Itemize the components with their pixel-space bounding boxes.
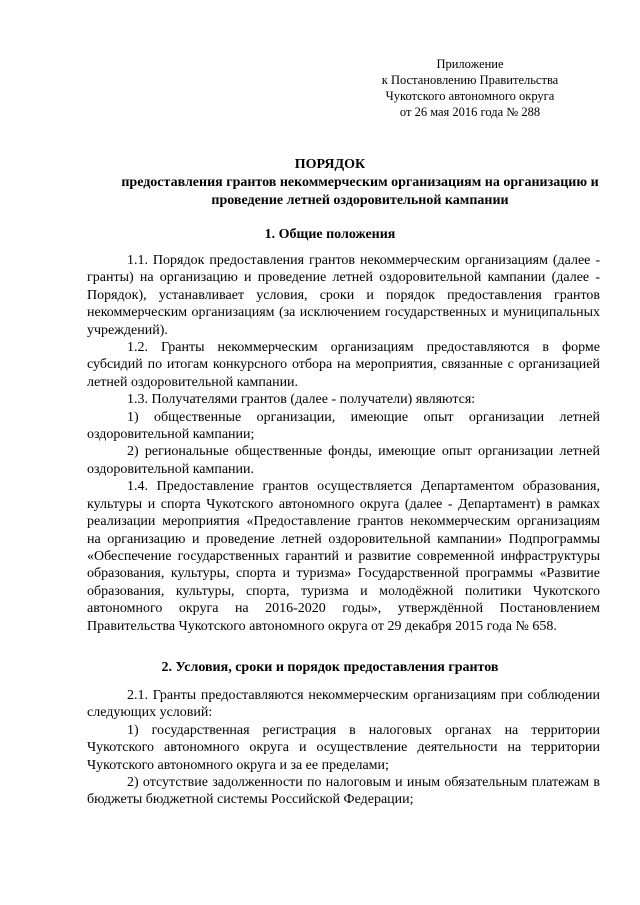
paragraph: 1.2. Гранты некоммерческим организациям предоставляются в форме субсидий по итогам конкурсного отбора на мероприятия, связанные с организацией летней оздоровительной кампании. bbox=[87, 340, 600, 390]
paragraph: 2) региональные общественные фонды, имеющие опыт организации летней оздоровительной кампании. bbox=[87, 444, 600, 477]
document-subtitle: предоставления грантов некоммерческим организациям на организацию и проведение летней оздоровительной кампании bbox=[121, 175, 599, 208]
document-title: ПОРЯДОК bbox=[294, 157, 366, 172]
paragraph: 1.4. Предоставление грантов осуществляется Департаментом образования, культуры и спорта Чукотского автономного округа (далее - Департамент) в рамках реализации мероприятия «Предоставление грантов некоммерческим организациям на организацию и проведение летней оздоровительной кампании» Подпрограммы «Обеспечение государственных гарантий и развитие современной инфраструктуры образования, культуры, спорта и туризма» Государственной программы «Развитие образования, культуры, спорта, туризма и молодёжной политики Чукотского автономного округа на 2016-2020 годы», утверждённой Постановлением Правительства Чукотского автономного округа от 29 декабря 2015 года № 658. bbox=[87, 479, 600, 634]
appendix-block bbox=[340, 56, 600, 120]
section-heading-general: 1. Общие положения bbox=[264, 227, 396, 242]
appendix-line: Чукотского автономного округа bbox=[385, 89, 555, 103]
section-body-general bbox=[87, 252, 600, 635]
appendix-line: Приложение bbox=[436, 57, 504, 71]
section-body-conditions bbox=[87, 687, 600, 809]
paragraph: 2) отсутствие задолженности по налоговым и иным обязательным платежам в бюджеты бюджетной системы Российской Федерации; bbox=[87, 775, 600, 808]
paragraph: 1) общественные организации, имеющие опыт организации летней оздоровительной кампании; bbox=[87, 409, 600, 443]
appendix-line: к Постановлению Правительства bbox=[381, 73, 559, 87]
paragraph: 2.1. Гранты предоставляются некоммерческим организациям при соблюдении следующих условий: bbox=[87, 688, 600, 721]
paragraph: 1.3. Получателями грантов (далее - получатели) являются: bbox=[127, 392, 476, 408]
section-heading-conditions: 2. Условия, сроки и порядок предоставления грантов bbox=[161, 660, 499, 675]
appendix-date-line: от 26 мая 2016 года № 288 bbox=[399, 105, 541, 119]
paragraph: 1.1. Порядок предоставления грантов некоммерческим организациям (далее - гранты) на организацию и проведение летней оздоровительной кампании (далее - Порядок), устанавливает условия, сроки и порядок предоставления грантов некоммерческим организациям (за исключением государственных и муниципальных учреждений). bbox=[87, 253, 600, 338]
paragraph: 1) государственная регистрация в налоговых органах на территории Чукотского автономного округа и осуществление деятельности на территории Чукотского автономного округа и за ее пределами; bbox=[87, 722, 600, 773]
